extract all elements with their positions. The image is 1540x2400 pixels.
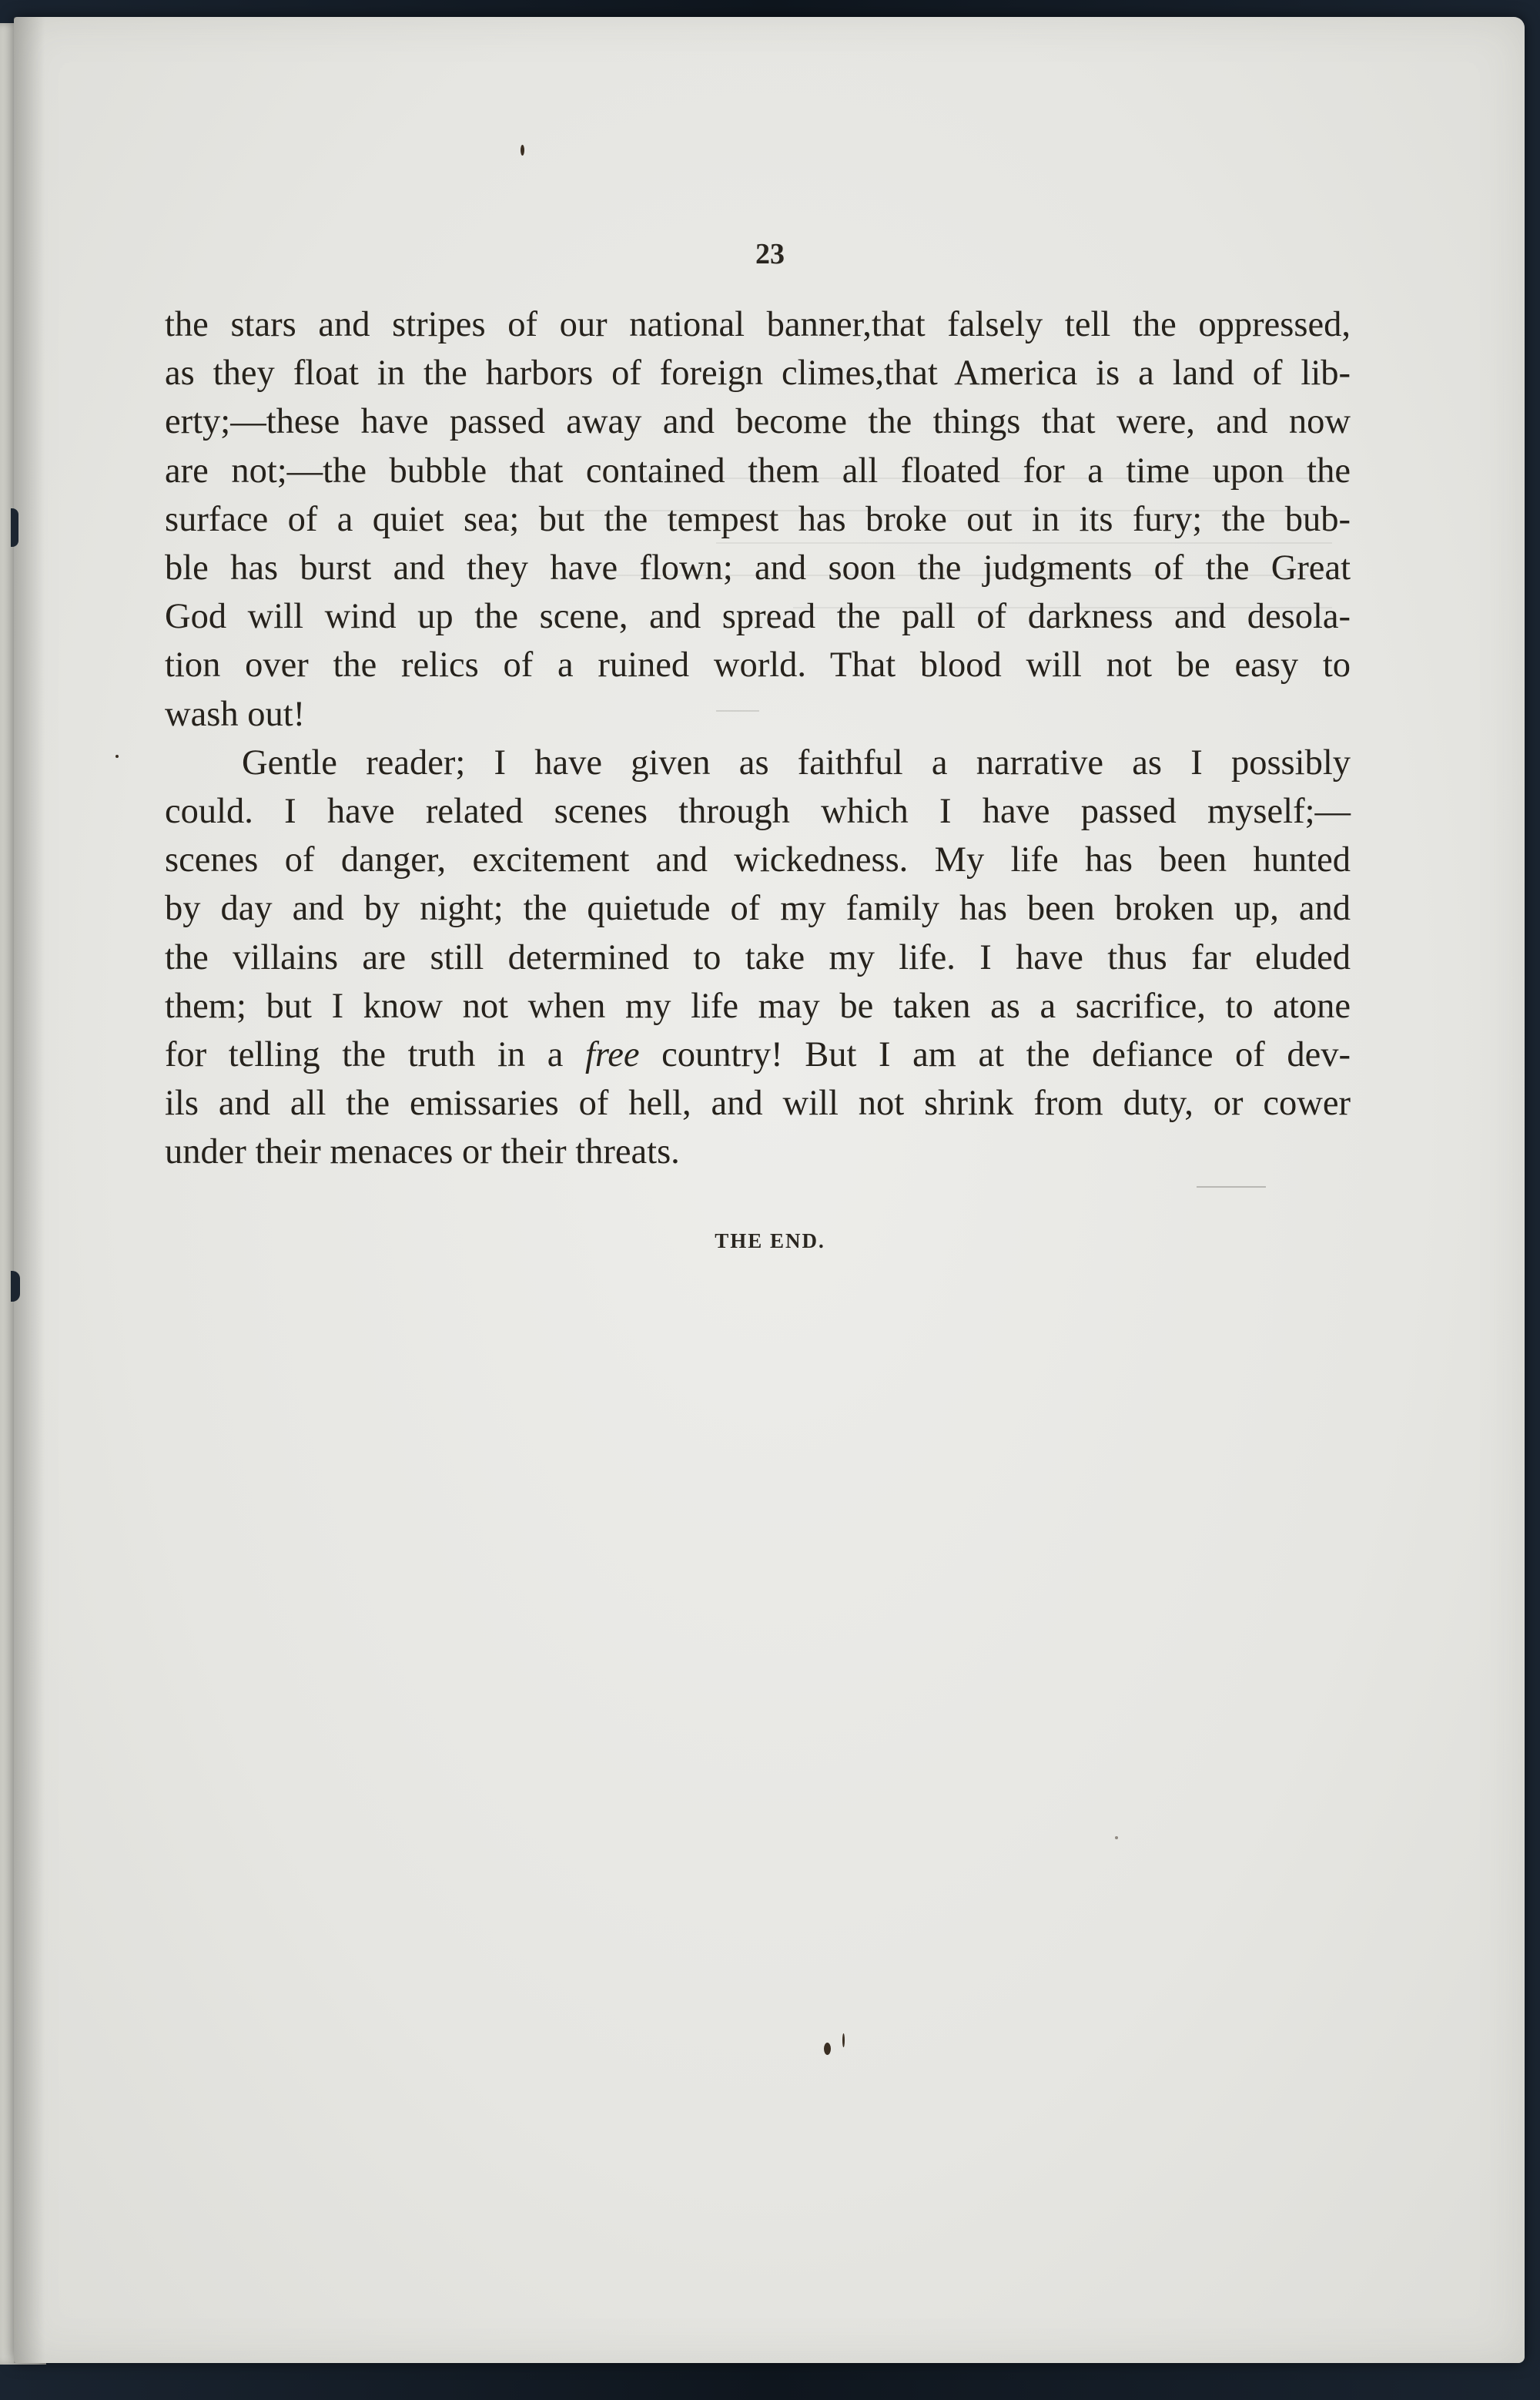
- page-speck: [1115, 1836, 1118, 1839]
- faint-mark: [1197, 1186, 1266, 1188]
- text-line: Gentle reader; I have given as faithful a narrative as I possibly: [242, 742, 1351, 783]
- body-text: [165, 300, 1351, 1177]
- page-speck: [842, 2033, 845, 2047]
- text-line: erty;—these have passed away and become the things that were, and now: [165, 402, 1351, 442]
- text-line: God will wind up the scene, and spread the pall of darkness and desola-: [165, 597, 1351, 637]
- page-speck: [521, 145, 524, 156]
- text-line: the villains are still determined to take my life. I have thus far eluded: [165, 937, 1351, 977]
- text-line: are not;—the bubble that contained them all floated for a time upon the: [165, 451, 1351, 491]
- text-fragment: country! But I am at the defiance of dev-: [639, 1035, 1351, 1075]
- page-number: 23: [755, 238, 785, 270]
- text-line: by day and by night; the quietude of my family has been broken up, and: [165, 889, 1351, 929]
- text-line: the stars and stripes of our national banner,that falsely tell the oppressed,: [165, 305, 1351, 344]
- page-speck: [116, 755, 119, 758]
- text-line: ble has burst and they have flown; and soon the judgments of the Great: [165, 548, 1351, 588]
- text-line: could. I have related scenes through which I have passed myself;—: [165, 792, 1351, 832]
- text-line: surface of a quiet sea; but the tempest has broke out in its fury; the bub-: [165, 499, 1351, 539]
- text-line: under their menaces or their threats.: [165, 1132, 680, 1172]
- text-line: as they float in the harbors of foreign climes,that America is a land of lib-: [165, 354, 1351, 394]
- edge-tear: [11, 508, 18, 547]
- italic-word: free: [584, 1035, 640, 1075]
- text-line: wash out!: [165, 694, 306, 734]
- text-line-italic-mixed: [165, 1031, 1351, 1079]
- text-fragment: for telling the truth in a: [165, 1035, 585, 1075]
- closing-text: THE END.: [715, 1229, 825, 1252]
- binding-shadow: [14, 17, 45, 2363]
- edge-tear: [11, 1271, 20, 1302]
- text-line: ils and all the emissaries of hell, and will not shrink from duty, or cower: [165, 1084, 1351, 1124]
- text-line: scenes of danger, excitement and wickedness. My life has been hunted: [165, 840, 1351, 880]
- page-speck: [824, 2043, 831, 2055]
- text-line: tion over the relics of a ruined world. That blood will not be easy to: [165, 645, 1351, 685]
- text-line: them; but I know not when my life may be taken as a sacrifice, to atone: [165, 986, 1351, 1026]
